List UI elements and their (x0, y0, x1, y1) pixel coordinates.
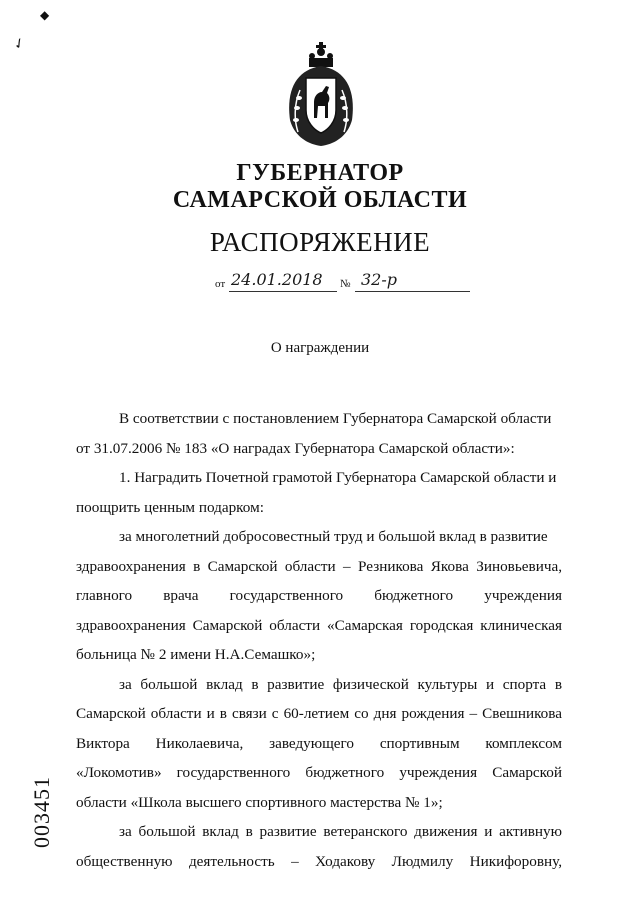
text-line: больница № 2 имени Н.А.Семашко»; (76, 646, 316, 663)
text-line: общественную деятельность – Ходакову Людмилу Никифоровну, (76, 852, 562, 870)
text-line: 1. Наградить Почетной грамотой Губернатора Самарской области и (119, 469, 557, 486)
number-label: № (340, 278, 351, 290)
date-underline (229, 291, 337, 292)
scan-mark-dot: ◆ (40, 8, 50, 22)
date-label: от (215, 278, 226, 290)
text-line: главного врача государственного бюджетного учреждения (76, 587, 562, 604)
text-line: поощрить ценным подарком: (76, 498, 264, 516)
document-serial-stamp: 003451 (29, 776, 54, 848)
text-line: за большой вклад в развитие физической культуры и спорта в (119, 675, 562, 693)
date-value: 24.01.2018 (231, 270, 323, 289)
scan-mark-tick: ✓ (11, 35, 29, 54)
text-line: области «Школа высшего спортивного мастерства № 1»; (76, 793, 443, 811)
body-text (76, 404, 562, 876)
number-underline (355, 291, 470, 292)
coat-of-arms-emblem (276, 40, 366, 150)
text-line: здравоохранения Самарской области «Самарская городская клиническая (76, 616, 562, 634)
text-line: Виктора Николаевича, заведующего спортивным комплексом (76, 734, 562, 752)
number-value: 32-р (361, 270, 398, 289)
text-line: от 31.07.2006 № 183 «О наградах Губернатора Самарской области»: (76, 439, 515, 457)
document-type: РАСПОРЯЖЕНИЕ (209, 227, 431, 257)
text-line: за многолетний добросовестный труд и большой вклад в развитие (119, 528, 548, 545)
authority-title-line2: САМАРСКОЙ ОБЛАСТИ (172, 187, 468, 213)
date-number-line (215, 270, 475, 294)
document-subject: О награждении (270, 340, 370, 356)
text-line: за большой вклад в развитие ветеранского движения и активную (119, 823, 562, 840)
text-line: здравоохранения в Самарской области – Резникова Якова Зиновьевича, (76, 557, 562, 575)
authority-title-line1: ГУБЕРНАТОР (236, 160, 404, 186)
text-line: В соответствии с постановлением Губернатора Самарской области (119, 410, 552, 427)
text-line: «Локомотив» государственного бюджетного учреждения Самарской (76, 764, 562, 781)
text-line: Самарской области и в связи с 60-летием со дня рождения – Свешникова (76, 705, 562, 722)
